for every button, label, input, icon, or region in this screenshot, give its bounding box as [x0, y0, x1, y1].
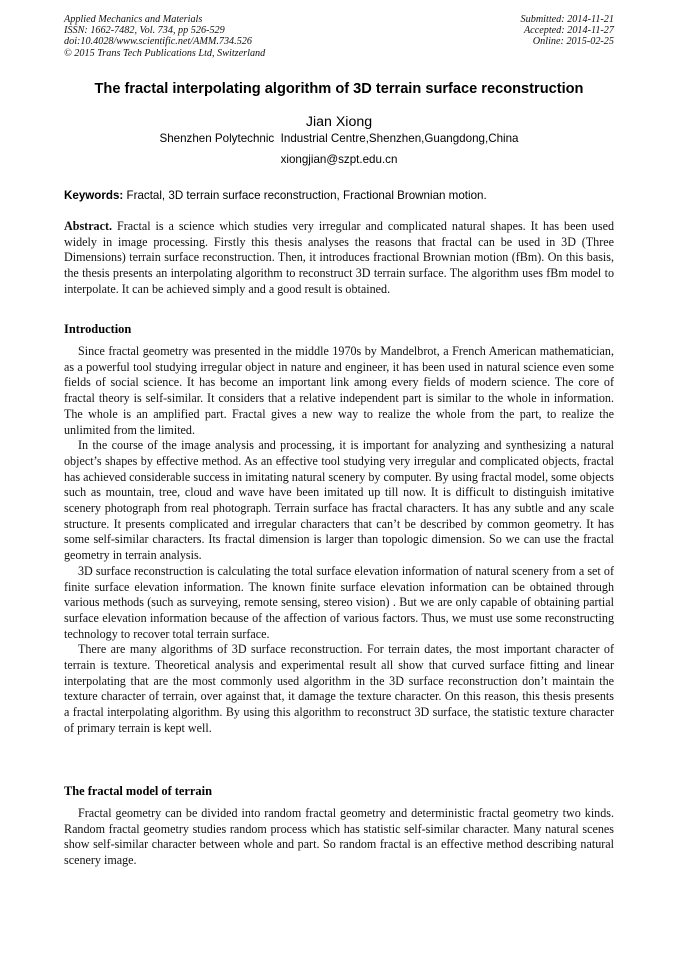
journal-info — [64, 14, 265, 59]
author-name: Jian Xiong — [305, 114, 373, 130]
author-affiliation: Shenzhen Polytechnic Industrial Centre,Shenzhen,Guangdong,China — [159, 132, 519, 145]
paragraph: Since fractal geometry was presented in the middle 1970s by Mandelbrot, a French American mathematician, as a powerful tool studying irregular object in nature and engineer, it has been used in natural science even some fields of social science. It has become an important link among every fields of modern science. The core of fractal theory is self-similar. It considers that a relative independent part is similar to the whole in information. The whole is an amplified part. Fractal gives a new way to realize the whole from the part, to realize the unlimited from the limited. — [64, 344, 614, 437]
introduction-body — [64, 344, 614, 737]
keywords-text: Fractal, 3D terrain surface reconstruction, Fractional Brownian motion. — [123, 189, 487, 202]
abstract — [64, 219, 614, 298]
paper-title: The fractal interpolating algorithm of 3D terrain surface reconstruction — [94, 81, 584, 97]
section-heading-introduction: Introduction — [64, 322, 132, 336]
doi-line: doi:10.4028/www.scientific.net/AMM.734.526 — [64, 36, 252, 48]
copyright-line: © 2015 Trans Tech Publications Ltd, Switzerland — [64, 47, 266, 59]
fractal-model-body — [64, 806, 614, 869]
keywords — [64, 189, 614, 202]
accepted-date: Accepted: 2014-11-27 — [523, 25, 614, 37]
submission-dates — [521, 14, 614, 48]
paragraph: There are many algorithms of 3D surface reconstruction. For terrain dates, the most important character of terrain is texture. Theoretical analysis and experimental result all show that curved surface fitting and linear interpolating that are the most commonly used algorithm in the 3D surface reconstruction don’t maintain the texture character of terrain, over against that, it damage the texture character. On this reason, this thesis presents a fractal interpolating algorithm. By using this algorithm to reconstruct 3D surface, the statistic texture character of primary terrain is kept well. — [64, 642, 614, 735]
keywords-label: Keywords: — [64, 189, 124, 202]
section-heading-fractal-model: The fractal model of terrain — [64, 784, 212, 798]
abstract-label: Abstract. — [64, 219, 113, 233]
online-date: Online: 2015-02-25 — [532, 36, 614, 48]
author-email: xiongjian@szpt.edu.cn — [280, 153, 398, 166]
issn-line: ISSN: 1662-7482, Vol. 734, pp 526-529 — [64, 25, 225, 37]
journal-name: Applied Mechanics and Materials — [64, 14, 203, 25]
paragraph: In the course of the image analysis and processing, it is important for analyzing and synthesizing a natural object’s shapes by effective method. As an effective tool studying very irregular and complicated objects, fractal has achieved considerable success in imitating natural scenery by computer. By using fractal model, some objects such as mountain, tree, cloud and wave have been imitated up till now. It is difficult to distinguish imitative scenery photograph from real photograph. Terrain surface has fractal characters. It has any subtle and any scale structure. It presents complicated and irregular characters that can’t be described by common geometry. It has some self-similar characters. Its fractal dimension is larger than topologic dimension. So we can use the fractal geometry in terrain analysis. — [64, 438, 614, 563]
abstract-text: Fractal is a science which studies very irregular and complicated natural shapes. It has been used widely in image processing. Firstly this thesis analyses the reasons that fractal can be used in 3D (Three Dimensions) terrain surface reconstruction. Then, it introduces fractional Brownian motion (fBm). On this basis, the thesis presents an interpolating algorithm to reconstruct 3D terrain surface. The algorithm uses fBm model to interpolate. It can be achieved simply and a good result is obtained. — [64, 219, 614, 296]
paragraph: Fractal geometry can be divided into random fractal geometry and deterministic fractal geometry two kinds. Random fractal geometry studies random process which has statistic self-similar character. Many natural scenes show self-similar character between whole and part. So random fractal is an effective method describing natural scenery image. — [64, 806, 614, 868]
paragraph: 3D surface reconstruction is calculating the total surface elevation information of natural scenery from a set of finite surface elevation information. The known finite surface elevation information can be obtained through various methods (such as surveying, remote sensing, stereo vision) . But we are only capable of obtaining partial surface elevation information because of the affection of various factors. Thus, we must use some reconstructing technology to recover total terrain surface. — [64, 563, 614, 641]
submitted-date: Submitted: 2014-11-21 — [520, 14, 614, 25]
